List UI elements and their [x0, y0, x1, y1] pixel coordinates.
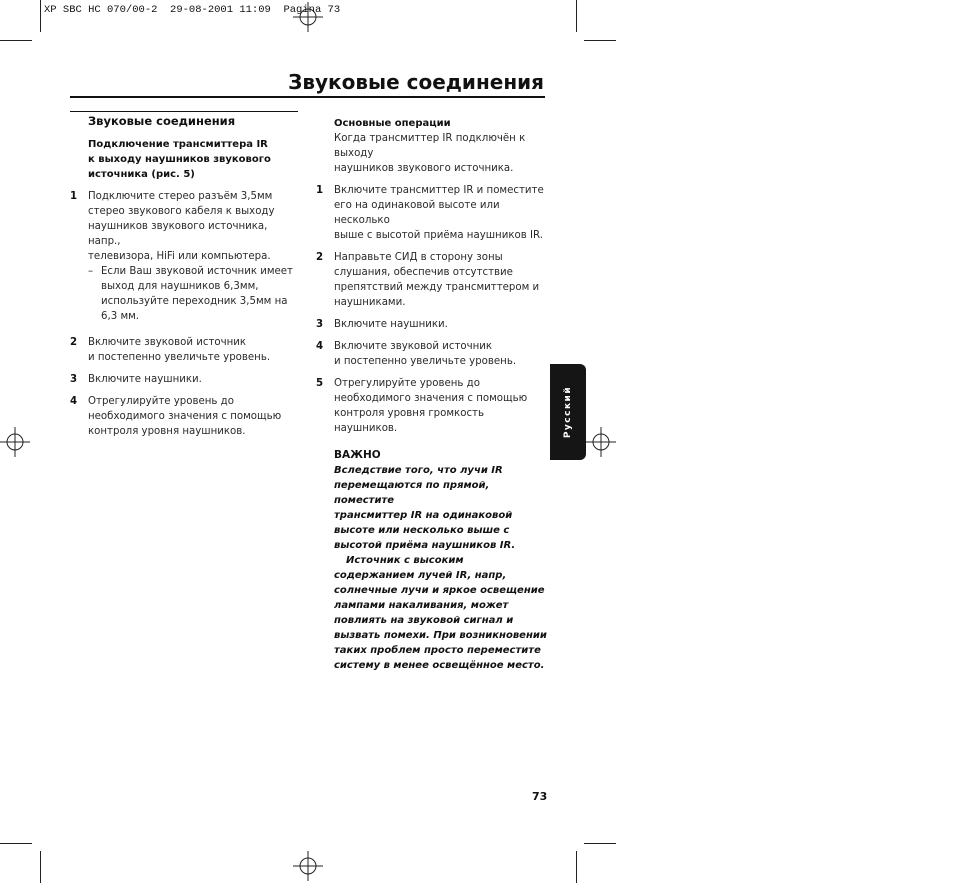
print-slug: XP SBC HC 070/00-2 29-08-2001 11:09 Pagina 73 [44, 4, 341, 16]
step-number: 1 [316, 185, 324, 196]
step-number: 4 [70, 396, 78, 407]
crop-mark [584, 843, 616, 844]
step-number: 4 [316, 341, 324, 352]
left-column [70, 114, 300, 439]
step-1: 1 Включите трансмиттер IR и поместите его на одинаковой высоте или несколько выше с высотой приёма наушников IR. [316, 185, 544, 241]
registration-mark-icon [293, 851, 323, 881]
warning-heading: ВАЖНО [334, 449, 381, 461]
language-tab [550, 364, 586, 460]
page-title: Звуковые соединения [288, 70, 544, 94]
step-number: 3 [316, 319, 324, 330]
step-2: 2 Направьте СИД в сторону зоны слушания, обеспечив отсутствие препятствий между трансмиттером и наушниками. [316, 252, 540, 308]
crop-mark [40, 851, 41, 883]
step-number: 1 [70, 191, 78, 202]
step-number: 2 [316, 252, 324, 263]
step-1: 1 Подключите стерео разъём 3,5мм стерео звукового кабеля к выходу наушников звукового источника, напр., телевизора, HiFi или компьютера. – Если Ваш звуковой источник имеет выход для наушников 6,3мм, используйте переходник 3,5мм на 6,3 мм. [70, 189, 300, 324]
title-rule [70, 96, 545, 98]
registration-mark-icon [0, 427, 30, 457]
section-heading: Звуковые соединения [88, 114, 236, 128]
subsection-heading: Подключение трансмиттера IR к выходу наушников звукового источника (рис. 5) [88, 139, 271, 180]
page-number: 73 [532, 790, 548, 803]
step-3: 3 Включите наушники. [316, 319, 448, 330]
right-column [316, 114, 548, 673]
step-3: 3 Включите наушники. [70, 374, 202, 385]
subsection-heading: Основные операции [334, 118, 451, 129]
warning-text: Вследствие того, что лучи IR перемещаются по прямой, поместите трансмиттер IR на одинаковой высоте или несколько выше с высотой приёма наушников IR. Источник с высоким содержанием лучей IR, напр, солнечные лучи и яркое освещение лампами накаливания, может повлиять на звуковой сигнал и вызвать помехи. При возникновении таких проблем просто переместите систему в менее освещённое место. [334, 465, 547, 671]
step-4: 4 Отрегулируйте уровень до необходимого значения с помощью контроля уровня наушников. [70, 396, 282, 437]
registration-mark-icon [293, 2, 323, 32]
registration-mark-icon [586, 427, 616, 457]
step-number: 2 [70, 337, 78, 348]
step-2: 2 Включите звуковой источник и постепенно увеличьте уровень. [70, 337, 271, 363]
crop-mark [576, 0, 577, 32]
crop-mark [0, 40, 32, 41]
column-rule [70, 111, 298, 112]
language-tab-label: Русский [563, 385, 573, 439]
step-number: 5 [316, 378, 324, 389]
intro-text: Когда трансмиттер IR подключён к выходу наушников звукового источника. [334, 133, 526, 174]
crop-mark [0, 843, 32, 844]
step-5: 5 Отрегулируйте уровень до необходимого значения с помощью контроля уровня громкость наушников. [316, 378, 528, 434]
step-1-note: – Если Ваш звуковой источник имеет выход для наушников 6,3мм, используйте переходник 3,5мм на 6,3 мм. [88, 266, 293, 322]
step-number: 3 [70, 374, 78, 385]
crop-mark [40, 0, 41, 32]
crop-mark [584, 40, 616, 41]
step-4: 4 Включите звуковой источник и постепенно увеличьте уровень. [316, 341, 517, 367]
crop-mark [576, 851, 577, 883]
